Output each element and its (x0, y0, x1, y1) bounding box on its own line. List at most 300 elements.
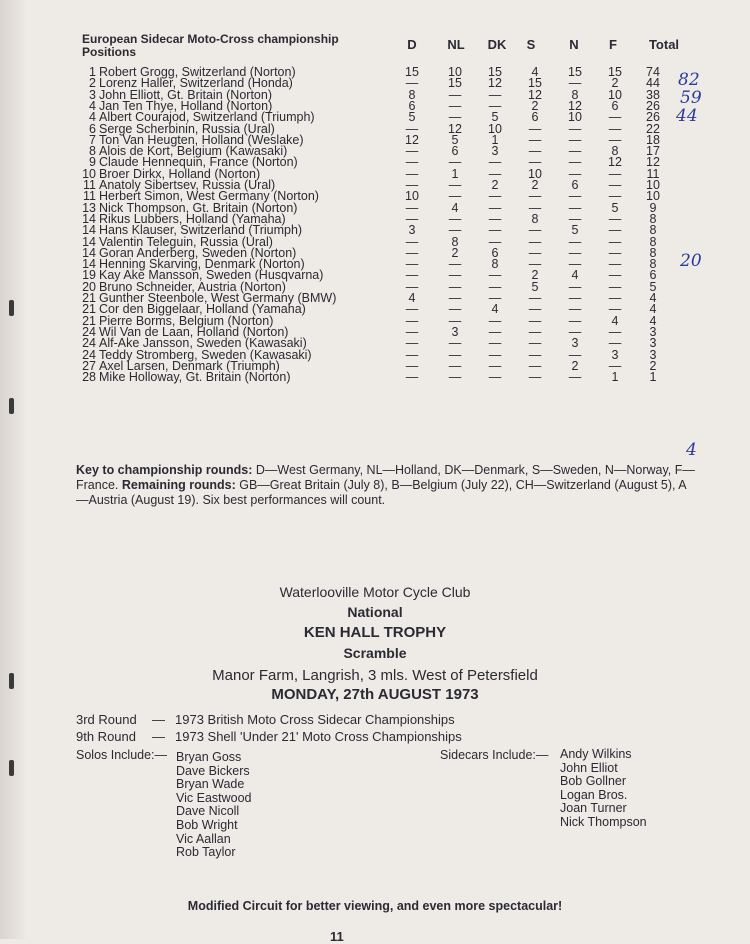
row-points-n: — (568, 144, 582, 159)
row-points-d: 10 (405, 189, 419, 204)
row-points-s: — (528, 370, 542, 385)
col-header-total: Total (648, 37, 680, 52)
row-total: 5 (649, 279, 657, 294)
round-dash: — (152, 729, 165, 744)
row-total: 26 (646, 98, 660, 113)
row-points-dk: — (488, 347, 502, 362)
row-rider-name: Alois de Kort, Belgium (Kawasaki) (99, 144, 288, 159)
row-points-nl: — (448, 87, 462, 102)
row-points-d: — (405, 268, 419, 283)
row-points-nl: — (448, 223, 462, 238)
row-points-nl: — (448, 178, 462, 192)
row-points-n: — (568, 132, 582, 147)
row-points-d: — (405, 155, 419, 170)
row-points-n: — (568, 245, 582, 260)
row-points-d: — (405, 313, 419, 328)
row-total: 44 (646, 76, 660, 91)
row-points-f: — (608, 324, 622, 339)
row-points-nl: 15 (448, 76, 462, 91)
row-points-dk: 2 (491, 178, 499, 192)
row-position: 24 (82, 324, 96, 339)
row-position: 13 (82, 200, 96, 215)
row-points-d: — (405, 200, 419, 215)
row-points-f: — (608, 268, 622, 283)
row-points-f: — (608, 245, 622, 260)
row-points-f: — (608, 302, 622, 317)
row-rider-name: Cor den Biggelaar, Holland (Yamaha) (99, 302, 306, 317)
row-points-s: — (528, 324, 542, 339)
row-points-dk: — (488, 155, 502, 170)
col-header-s: S (526, 37, 536, 52)
row-total: 4 (649, 302, 657, 317)
row-points-dk: 6 (491, 245, 499, 260)
row-total: 12 (646, 155, 660, 170)
row-points-f: — (608, 189, 622, 204)
row-points-nl: 10 (448, 65, 462, 79)
row-points-d: — (405, 245, 419, 260)
row-total: 6 (649, 268, 657, 283)
row-position: 14 (82, 211, 96, 226)
row-position: 20 (82, 279, 96, 294)
row-points-f: — (608, 132, 622, 147)
row-points-f: 10 (608, 87, 622, 102)
handwritten-note: 4 (686, 440, 697, 460)
row-points-d: 3 (408, 223, 416, 238)
key-text: D—West Germany, NL—Holland, DK—Denmark, S—Sweden, N—Norway, F—France. (76, 463, 695, 492)
row-points-d: — (405, 178, 419, 192)
col-header-nl: NL (447, 37, 465, 52)
sidecar-rider: Andy Wilkins (560, 747, 632, 761)
sidecars-label: Sidecars Include:— (440, 748, 549, 762)
row-points-nl: 1 (451, 166, 459, 181)
row-points-n: — (568, 166, 582, 181)
row-position: 1 (89, 65, 96, 79)
row-points-s: — (528, 144, 542, 159)
row-points-dk: 12 (488, 76, 502, 91)
event-level: National (347, 604, 403, 620)
row-rider-name: Lorenz Haller, Switzerland (Honda) (99, 76, 293, 91)
row-points-nl: — (448, 279, 462, 294)
handwritten-note: 59 (680, 88, 702, 108)
event-type: Scramble (343, 645, 407, 661)
row-points-s: — (528, 132, 542, 147)
row-points-nl: — (448, 155, 462, 170)
row-position: 11 (83, 189, 96, 204)
row-points-d: — (405, 324, 419, 339)
row-total: 3 (649, 324, 657, 339)
handwritten-note: 20 (680, 251, 702, 271)
row-points-n: — (568, 155, 582, 170)
sidecar-rider: Logan Bros. (560, 787, 628, 802)
row-position: 9 (89, 155, 96, 170)
row-points-s: — (528, 155, 542, 170)
solo-rider: Vic Eastwood (176, 790, 252, 805)
remaining-label: Remaining rounds: (121, 478, 236, 492)
row-points-f: 3 (611, 347, 619, 362)
row-position: 11 (83, 178, 96, 192)
sidecar-rider: Bob Gollner (560, 774, 627, 789)
row-rider-name: Anatoly Sibertsev, Russia (Ural) (99, 178, 276, 192)
row-points-dk: — (488, 268, 502, 283)
row-points-nl: — (448, 189, 462, 204)
row-total: 1 (649, 370, 657, 385)
row-position: 14 (82, 257, 96, 272)
solo-rider: Dave Nicoll (176, 804, 240, 819)
row-points-d: — (405, 257, 419, 272)
round-number: 9th Round (76, 729, 136, 744)
row-points-n: — (568, 302, 582, 317)
row-points-f: 6 (611, 98, 619, 113)
row-points-d: — (405, 211, 419, 226)
row-position: 28 (82, 370, 96, 385)
row-points-n: 12 (568, 98, 582, 113)
row-points-s: — (528, 245, 542, 260)
row-points-s: — (528, 223, 542, 238)
row-points-s: — (528, 347, 542, 362)
row-points-f: 1 (611, 370, 619, 385)
row-points-s: 2 (531, 268, 539, 283)
row-points-nl: 6 (451, 144, 459, 159)
row-points-nl: 5 (451, 132, 459, 147)
title-line-2: Positions (82, 45, 137, 59)
row-points-nl: — (448, 370, 462, 385)
row-points-dk: 3 (491, 144, 499, 159)
row-points-n: 2 (571, 358, 579, 373)
row-total: 8 (649, 211, 657, 226)
row-points-n: — (568, 234, 582, 249)
row-points-d: 6 (408, 98, 416, 113)
col-header-n: N (569, 37, 579, 52)
row-rider-name: Pierre Borms, Belgium (Norton) (99, 313, 274, 328)
row-rider-name: Claude Hennequin, France (Norton) (99, 155, 298, 170)
row-points-dk: — (488, 166, 502, 181)
row-rider-name: Mike Holloway, Gt. Britain (Norton) (99, 370, 291, 385)
row-rider-name: Gunther Steenbole, West Germany (BMW) (99, 291, 337, 305)
row-points-s: — (528, 121, 542, 136)
title-line-1: European Sidecar Moto-Cross championship (82, 32, 339, 46)
row-points-s: 12 (528, 87, 542, 102)
row-points-n: 3 (571, 336, 579, 351)
row-points-f: 15 (608, 65, 622, 79)
row-points-f: — (608, 234, 622, 249)
row-points-n: — (568, 291, 582, 305)
key-paragraph (76, 463, 696, 508)
row-total: 26 (646, 110, 660, 125)
row-total: 8 (649, 223, 657, 238)
handwritten-note: 82 (678, 70, 700, 90)
club-name: Waterlooville Motor Cycle Club (279, 584, 471, 600)
row-points-n: — (568, 313, 582, 328)
row-total: 8 (649, 245, 657, 260)
row-points-nl: 4 (451, 200, 459, 215)
row-rider-name: Kay Ake Mansson, Sweden (Husqvarna) (99, 268, 324, 283)
solo-rider: Rob Taylor (176, 845, 236, 860)
row-points-dk: 15 (488, 65, 502, 79)
row-points-dk: — (488, 200, 502, 215)
row-rider-name: Wil Van de Laan, Holland (Norton) (99, 324, 289, 339)
row-total: 9 (649, 200, 657, 215)
sidecar-rider: Nick Thompson (560, 814, 647, 829)
row-position: 19 (82, 268, 96, 283)
row-rider-name: Herbert Simon, West Germany (Norton) (99, 189, 319, 204)
event-venue: Manor Farm, Langrish, 3 mls. West of Petersfield (212, 667, 538, 684)
row-points-nl: 3 (451, 324, 459, 339)
row-rider-name: Axel Larsen, Denmark (Triumph) (99, 358, 280, 373)
row-points-n: — (568, 347, 582, 362)
solo-rider: Bob Wright (176, 817, 238, 832)
row-rider-name: Broer Dirkx, Holland (Norton) (99, 166, 261, 181)
row-rider-name: John Elliott, Gt. Britain (Norton) (99, 87, 272, 102)
footer-note: Modified Circuit for better viewing, and even more spectacular! (187, 899, 563, 913)
handwritten-note: 44 (676, 106, 698, 126)
row-position: 27 (82, 358, 96, 373)
row-points-nl: — (448, 110, 462, 125)
row-points-d: — (405, 121, 419, 136)
row-points-d: 12 (405, 132, 419, 147)
row-points-nl: — (448, 257, 462, 272)
row-points-dk: — (488, 211, 502, 226)
row-total: 10 (646, 189, 660, 204)
row-points-f: — (608, 291, 622, 305)
row-points-dk: 5 (491, 110, 499, 125)
row-points-s: 15 (528, 76, 542, 91)
row-points-d: 4 (408, 291, 416, 305)
row-total: 3 (649, 347, 657, 362)
row-position: 4 (89, 98, 96, 113)
row-points-d: — (405, 279, 419, 294)
page-number: 11 (330, 929, 344, 944)
solo-rider: Bryan Wade (176, 777, 245, 792)
row-points-s: 5 (531, 279, 539, 294)
sidecar-rider: Joan Turner (560, 801, 627, 816)
row-total: 4 (649, 291, 657, 305)
remaining-text: GB—Great Britain (July 8), B—Belgium (July 22), CH—Switzerland (August 5), A—Austria (August 19). Six best performances will count. (76, 478, 687, 507)
row-points-d: — (405, 336, 419, 351)
row-rider-name: Ton Van Heugten, Holland (Weslake) (99, 132, 304, 147)
row-total: 4 (649, 313, 657, 328)
row-points-s: — (528, 302, 542, 317)
row-points-s: — (528, 336, 542, 351)
row-points-f: — (608, 110, 622, 125)
row-points-s: 8 (531, 211, 539, 226)
row-position: 14 (82, 234, 96, 249)
row-points-nl: — (448, 347, 462, 362)
row-points-dk: — (488, 223, 502, 238)
row-points-nl: — (448, 313, 462, 328)
row-position: 8 (89, 144, 96, 159)
row-points-d: 8 (408, 87, 416, 102)
row-points-nl: — (448, 211, 462, 226)
sidecars-list (560, 748, 647, 830)
row-position: 2 (89, 76, 96, 91)
row-points-nl: — (448, 291, 462, 305)
row-position: 21 (82, 313, 96, 328)
round-text: 1973 British Moto Cross Sidecar Championships (175, 712, 455, 727)
solo-rider: Dave Bickers (176, 763, 250, 778)
row-points-d: — (405, 166, 419, 181)
trophy-name: KEN HALL TROPHY (303, 624, 447, 641)
row-points-n: 6 (571, 178, 579, 192)
row-points-dk: 8 (491, 257, 499, 272)
col-header-d: D (407, 37, 417, 52)
row-points-n: — (568, 257, 582, 272)
event-date: MONDAY, 27th AUGUST 1973 (271, 686, 479, 703)
row-points-s: 6 (531, 110, 539, 125)
solo-rider: Vic Aallan (176, 831, 231, 846)
row-rider-name: Jan Ten Thye, Holland (Norton) (99, 98, 273, 113)
row-points-n: 10 (568, 110, 582, 125)
row-points-n: — (568, 324, 582, 339)
row-points-s: — (528, 234, 542, 249)
row-rider-name: Albert Courajod, Switzerland (Triumph) (99, 110, 315, 125)
row-position: 24 (82, 336, 96, 351)
row-rider-name: Goran Anderberg, Sweden (Norton) (99, 245, 297, 260)
row-points-f: 8 (611, 144, 619, 159)
row-total: 2 (649, 358, 657, 373)
row-points-d: — (405, 347, 419, 362)
row-points-d: — (405, 358, 419, 373)
row-points-f: 4 (611, 313, 619, 328)
row-points-nl: — (448, 302, 462, 317)
row-position: 14 (82, 245, 96, 260)
row-points-s: — (528, 313, 542, 328)
row-points-d: — (405, 370, 419, 385)
row-points-s: — (528, 257, 542, 272)
key-label: Key to championship rounds: (76, 463, 253, 477)
row-points-nl: — (448, 358, 462, 373)
row-points-s: — (528, 200, 542, 215)
row-points-dk: 1 (491, 132, 499, 147)
row-position: 4 (89, 110, 96, 125)
row-points-dk: — (488, 189, 502, 204)
row-points-nl: 2 (451, 245, 459, 260)
row-position: 3 (89, 87, 96, 102)
row-total: 8 (649, 234, 657, 249)
row-points-s: 2 (531, 98, 539, 113)
row-points-d: — (405, 302, 419, 317)
row-rider-name: Robert Grogg, Switzerland (Norton) (99, 65, 296, 79)
row-points-dk: — (488, 279, 502, 294)
row-points-n: — (568, 279, 582, 294)
row-position: 7 (89, 132, 96, 147)
solos-list (176, 751, 252, 860)
row-points-dk: — (488, 336, 502, 351)
row-points-f: 5 (611, 200, 619, 215)
row-points-nl: 8 (451, 234, 459, 249)
row-points-s: — (528, 291, 542, 305)
row-points-n: 15 (568, 65, 582, 79)
sidecar-rider: John Elliot (560, 760, 618, 775)
row-points-s: 2 (531, 178, 539, 192)
row-points-nl: — (448, 268, 462, 283)
row-points-dk: 4 (491, 302, 499, 317)
row-rider-name: Nick Thompson, Gt. Britain (Norton) (99, 200, 298, 215)
row-rider-name: Hans Klauser, Switzerland (Triumph) (99, 223, 303, 238)
row-rider-name: Alf-Ake Jansson, Sweden (Kawasaki) (99, 336, 307, 351)
row-points-f: — (608, 336, 622, 351)
row-points-f: — (608, 121, 622, 136)
row-points-nl: — (448, 98, 462, 113)
col-header-f: F (609, 37, 617, 52)
row-points-d: 15 (405, 65, 419, 79)
row-total: 18 (646, 132, 660, 147)
row-points-d: — (405, 234, 419, 249)
row-points-f: 12 (608, 155, 622, 170)
row-points-n: — (568, 370, 582, 385)
row-points-n: — (568, 200, 582, 215)
row-rider-name: Valentin Teleguin, Russia (Ural) (99, 234, 273, 249)
row-points-dk: 10 (488, 121, 502, 136)
row-points-n: 8 (571, 87, 579, 102)
col-header-dk: DK (487, 37, 507, 52)
row-points-dk: — (488, 324, 502, 339)
row-points-s: — (528, 358, 542, 373)
row-points-f: 2 (611, 76, 619, 91)
row-total: 17 (646, 144, 660, 159)
solo-rider: Bryan Goss (176, 750, 242, 764)
row-points-dk: — (488, 370, 502, 385)
row-points-f: — (608, 358, 622, 373)
row-position: 21 (82, 302, 96, 317)
standings-title (82, 33, 382, 59)
row-points-f: — (608, 211, 622, 226)
row-points-f: — (608, 257, 622, 272)
row-points-dk: — (488, 358, 502, 373)
row-points-f: — (608, 166, 622, 181)
row-position: 24 (82, 347, 96, 362)
row-points-nl: — (448, 336, 462, 351)
row-rider-name: Bruno Schneider, Austria (Norton) (99, 279, 286, 294)
round-number: 3rd Round (76, 712, 137, 727)
row-points-n: — (568, 211, 582, 226)
row-total: 3 (649, 336, 657, 351)
row-rider-name: Teddy Stromberg, Sweden (Kawasaki) (99, 347, 312, 362)
row-points-d: — (405, 76, 419, 91)
row-total: 38 (646, 87, 660, 102)
row-points-n: — (568, 189, 582, 204)
row-points-f: — (608, 178, 622, 192)
round-dash: — (152, 712, 165, 727)
row-position: 14 (82, 223, 96, 238)
row-rider-name: Rikus Lubbers, Holland (Yamaha) (99, 211, 286, 226)
row-total: 8 (649, 257, 657, 272)
row-points-s: — (528, 189, 542, 204)
row-points-s: 10 (528, 166, 542, 181)
round-text: 1973 Shell 'Under 21' Moto Cross Championships (175, 729, 462, 744)
row-points-dk: — (488, 313, 502, 328)
row-points-dk: — (488, 234, 502, 249)
row-total: 10 (646, 178, 660, 192)
row-position: 21 (82, 291, 96, 305)
row-rider-name: Serge Scherbinin, Russia (Ural) (99, 121, 275, 136)
row-total: 11 (646, 166, 660, 181)
row-position: 10 (82, 166, 96, 181)
row-total: 22 (646, 121, 660, 136)
row-points-dk: — (488, 291, 502, 305)
row-points-f: — (608, 223, 622, 238)
row-points-n: — (568, 76, 582, 91)
row-points-n: 5 (571, 223, 579, 238)
row-points-nl: 12 (448, 121, 462, 136)
row-position: 6 (89, 121, 96, 136)
row-points-f: — (608, 279, 622, 294)
row-points-s: 4 (531, 65, 539, 79)
row-total: 74 (646, 65, 660, 79)
row-points-n: — (568, 121, 582, 136)
row-rider-name: Henning Skarving, Denmark (Norton) (99, 257, 305, 272)
row-points-dk: — (488, 87, 502, 102)
row-points-d: 5 (408, 110, 416, 125)
